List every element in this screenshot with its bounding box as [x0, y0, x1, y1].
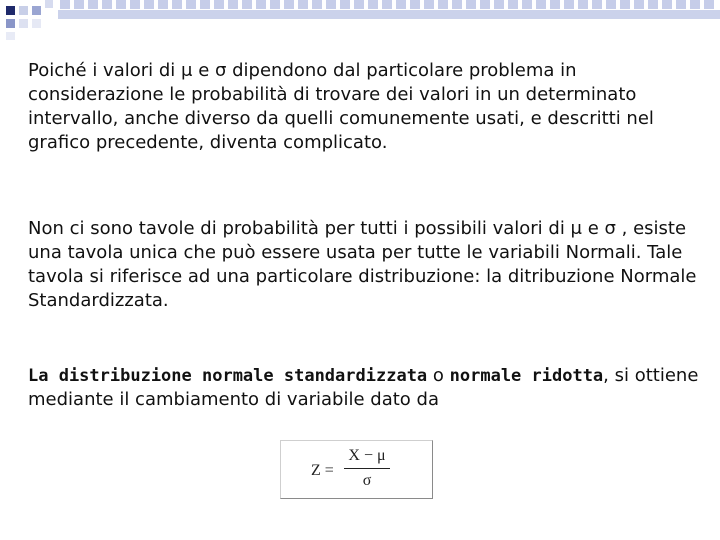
term-standardized-normal: La distribuzione normale standardizzata [28, 366, 428, 386]
term-connector: o [427, 365, 450, 386]
paragraph-tables: Non ci sono tavole di probabilità per tutti i possibili valori di μ e σ , esiste una tavola unica che può essere usata per tutte le variabili Normali. Tale tavola si riferisce ad una particolare distribuzione: la ditribuzione Normale Standardizzata. [28, 218, 697, 311]
deco-square-light [45, 0, 53, 8]
formula-numerator: X − μ [348, 447, 386, 464]
formula-box [280, 440, 433, 499]
paragraph-intro: Poiché i valori di μ e σ dipendono dal particolare problema in considerazione le probabilità di trovare dei valori in un determinato intervallo, anche diverso da quelli comunemente usati, e descritti nel grafico precedente, diventa complicato. [28, 60, 654, 153]
deco-square-mid [6, 19, 15, 28]
deco-square-light [19, 19, 28, 28]
fraction-bar [344, 468, 390, 469]
formula-fraction [344, 447, 390, 492]
deco-square-mid [32, 6, 41, 15]
formula-lhs: Z = [311, 462, 334, 479]
formula-denominator: σ [362, 472, 372, 489]
deco-stripe-pattern [60, 0, 714, 9]
deco-square-light [19, 6, 28, 15]
definition-rest: , si ottiene mediante il cambiamento di variabile dato da [28, 365, 699, 410]
deco-square-light [32, 19, 41, 28]
term-reduced-normal: normale ridotta [449, 366, 604, 386]
deco-square-dark [6, 6, 15, 15]
deco-gradient-bar [58, 10, 720, 19]
corner-decoration [0, 0, 720, 40]
deco-square-faint [6, 32, 15, 40]
paragraph-definition [28, 364, 708, 412]
